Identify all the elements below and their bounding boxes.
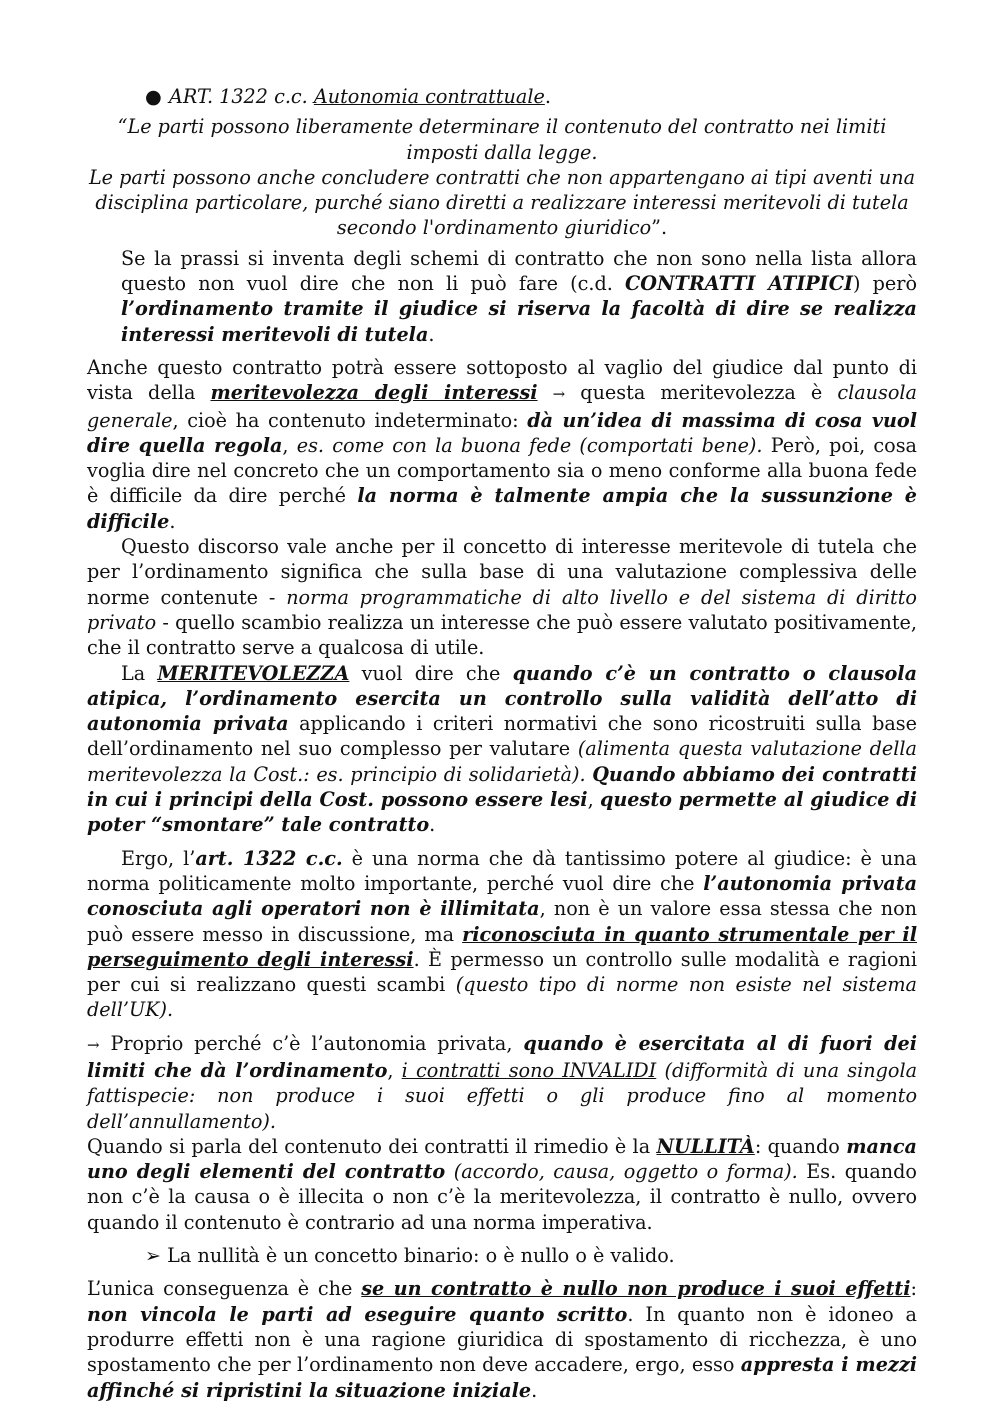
nullity-binary-item: ➢ La nullità è un concetto binario: o è nullo o è valido. bbox=[145, 1244, 675, 1268]
paragraph-invalid-contracts: → Proprio perché c’è l’autonomia privata, quando è esercitata al di fuori dei limiti che dà l’ordinamento, i contratti sono INVALIDI (difformità di una singola fattispecie: non produce i suoi effetti o gli produce fino al momento dell’annullamento). bbox=[87, 1031, 918, 1133]
paragraph-merit-interests: Anche questo contratto potrà essere sottoposto al vaglio del giudice dal punto di vista della meritevolezza degli interessi → questa meritevolezza è clausola generale, cioè ha contenuto indeterminato: dà un’idea di massima di cosa vuol dire quella regola, es. come con la buona fede (comportati bene). Però, poi, cosa voglia dire nel concreto che un comportamento sia o meno conforme alla buona fede è difficile da dire perché la norma è talmente ampia che la sussunzione è difficile. bbox=[87, 355, 918, 533]
paragraph-art-1322: Ergo, l’art. 1322 c.c. è una norma che dà tantissimo potere al giudice: è una norma politicamente molto importante, perché vuol dire che l’autonomia privata conosciuta agli operatori non è illimitata, non è un valore essa stessa che non può essere messo in discussione, ma riconosciuta in quanto strumentale per il perseguimento degli interessi. È permesso un controllo sulle modalità e ragioni per cui si realizzano questi scambi (questo tipo di norme non esiste nel sistema dell’UK). bbox=[87, 846, 918, 1022]
paragraph-nullity: Quando si parla del contenuto dei contratti il rimedio è la NULLITÀ: quando manca uno degli elementi del contratto (accordo, causa, oggetto o forma). Es. quando non c’è la causa o è illecita o non c’è la meritevolezza, il contratto è nullo, ovvero quando il contenuto è contrario ad una norma imperativa. bbox=[87, 1134, 917, 1234]
quote-line-2: Le parti possono anche concludere contratti che non appartengano ai tipi aventi una disciplina particolare, purché siano diretti a realizzare interessi meritevoli di tutela secondo l'ordinamento giuridico bbox=[88, 165, 916, 240]
paragraph-interest-concept: Questo discorso vale anche per il concetto di interesse meritevole di tutela che per l’ordinamento significa che sulla base di una valutazione complessiva delle norme contenute - norma programmatiche di alto livello e del sistema di diritto privato - quello scambio realizza un interesse che può essere valutato positivamente, che il contratto serve a qualcosa di utile. bbox=[87, 535, 917, 660]
arrowhead-bullet-icon: ➢ bbox=[145, 1244, 162, 1268]
arrow-icon: → bbox=[87, 1035, 100, 1054]
article-code: ART. 1322 c.c. bbox=[169, 85, 308, 108]
article-heading: ● ART. 1322 c.c. Autonomia contrattuale. bbox=[145, 85, 551, 108]
bullet-icon: ● bbox=[145, 85, 162, 108]
article-quote: “Le parti possono liberamente determinare il contenuto del contratto nei limiti imposti dalla legge. Le parti possono anche concludere contratti che non appartengano ai tipi aventi una disciplina particolare, purché siano diretti a realizzare interessi meritevoli di tutela secondo l'ordinamento giuridico”. bbox=[88, 115, 916, 240]
paragraph-meritevolezza: La MERITEVOLEZZA vuol dire che quando c’è un contratto o clausola atipica, l’ordinamento esercita un controllo sulla validità dell’atto di autonomia privata applicando i criteri normativi che sono ricostruiti sulla base dell’ordinamento nel suo complesso per valutare (alimenta questa valutazione della meritevolezza la Cost.: es. principio di solidarietà). Quando abbiamo dei contratti in cui i principi della Cost. possono essere lesi, questo permette al giudice di poter “smontare” tale contratto. bbox=[87, 661, 918, 837]
paragraph-consequence: L’unica conseguenza è che se un contratto è nullo non produce i suoi effetti: non vincola le parti ad eseguire quanto scritto. In quanto non è idoneo a produrre effetti non è una ragione giuridica di spostamento di ricchezza, è uno spostamento che per l’ordinamento non deve accadere, ergo, esso appresta i mezzi affinché si ripristini la situazione iniziale. bbox=[87, 1277, 918, 1402]
article-title: Autonomia contrattuale bbox=[313, 85, 545, 108]
paragraph-atypical-contracts: Se la prassi si inventa degli schemi di contratto che non sono nella lista allora questo non vuol dire che non li può fare (c.d. CONTRATTI ATIPICI) però l’ordinamento tramite il giudice si riserva la facoltà di dire se realizza interessi meritevoli di tutela. bbox=[121, 246, 918, 346]
arrow-icon: → bbox=[552, 385, 566, 404]
quote-line-1: Le parti possono liberamente determinare il contenuto del contratto nei limiti imposti dalla legge. bbox=[127, 115, 887, 164]
page-content bbox=[87, 84, 917, 1403]
